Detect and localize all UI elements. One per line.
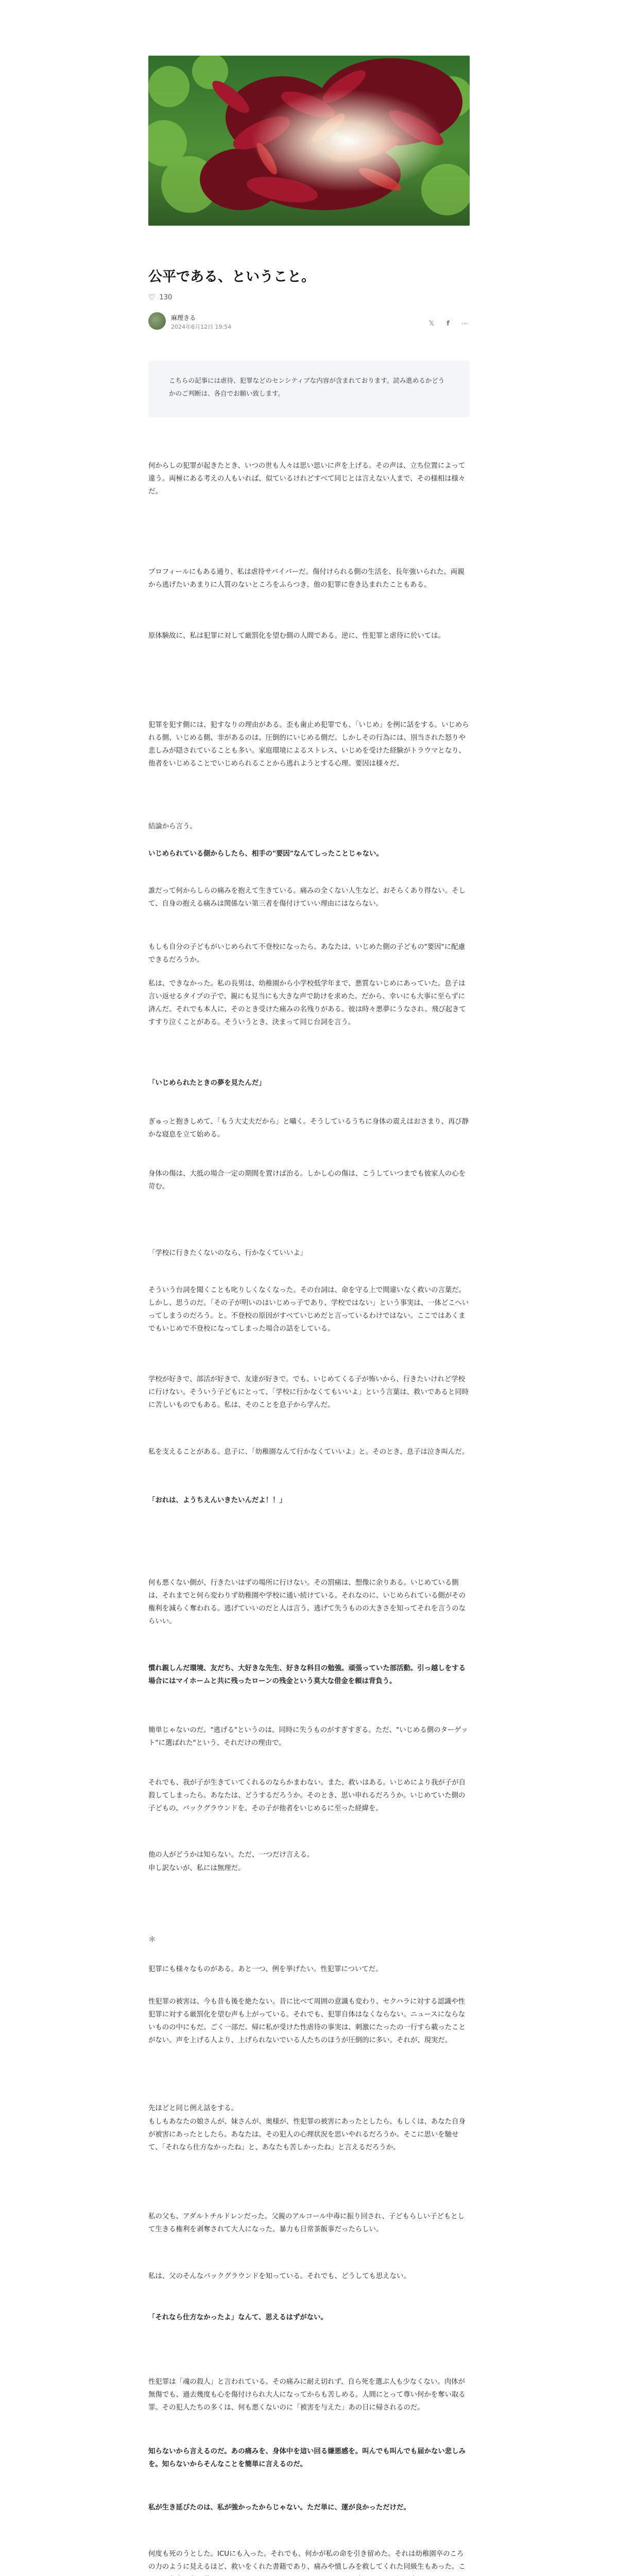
paragraph: 私は、父のそんなバックグラウンドを知っている。それでも、どうしても思えない。: [148, 2273, 410, 2280]
paragraph: 私を支えることがある。息子に、「幼稚園なんて行かなくていいよ」と。そのとき、息子は泣き叫んだ。: [148, 1448, 469, 1456]
like-count: 130: [159, 293, 173, 301]
paragraph: 知らないから言えるのだ。あの痛みを、身体中を這い回る嫌悪感を。叫んでも叫んでも届かない悲しみを。知らないからそんなことを簡単に言えるのだ。: [148, 2448, 466, 2468]
paragraph: 「学校に行きたくないのなら、行かなくていいよ」: [148, 1249, 307, 1257]
paragraph: 何も悪くない側が、行きたいはずの場所に行けない。その罰痛は、想像に余りある。いじめている側は、それまでと何ら変わりず幼稚園や学校に通い続けている。それなのに、いじめられている側がその権利を減らく奪われる。逃げていいのだと人は言う。逃げて失うものの大きさを知ってそれを言うのならいい。: [148, 1579, 466, 1625]
paragraph: 私が生き延びたのは、私が強かったからじゃない。ただ単に、運が良かっただけだ。: [148, 2504, 410, 2512]
paragraph: 「おれは、ようちえんいきたいんだよ！！」: [148, 1497, 286, 1504]
paragraph: 身体の傷は、大抵の場合一定の期間を置けば治る。しかし心の傷は、こうしていつまでも彼家人の心を苛む。: [148, 1170, 466, 1191]
facebook-share-icon[interactable]: f: [447, 319, 450, 328]
paragraph: そういう台詞を聞くことも叱りしくなくなった。その台詞は、命を守る上で間違いなく救いの言葉だ。しかし、思うのだ。「その子が明いのはいじめっ子であり、学校ではない」という事実は、一体どこへいってしまうのだろう。と。不登校の原因がすべていじめだと言っているわけではない。ここではあくまでもいじめで不登校になってしまった場合の話をしている。: [148, 1286, 469, 1333]
article-title: 公平である、ということ。: [148, 269, 315, 285]
paragraph: 慣れ親しんだ環境、友だち、大好きな先生、好きな科目の勉強。頑張っていた部活動。引っ越しをする場合にはマイホームと共に残ったローンの残金という莫大な借金を頼は背負う。: [148, 1665, 466, 1685]
share-buttons: [426, 318, 470, 329]
paragraph: もしもあなたの娘さんが、妹さんが、奥様が、性犯罪の被害にあったとしたら。もしくは、あなた自身が被害にあったとしたら。あなたは、その犯人の心理状況を思いやれるだろうか。そこに思いを馳せて、「それなら仕方なかったね」と、あなたも苦しかったね」と言えるだろうか。: [148, 2118, 466, 2151]
paragraph: 「それなら仕方なかったよ」なんて、思えるはずがない。: [148, 2314, 328, 2321]
paragraph: 何度も死のうとした。ICUにも入った。それでも、何かが私の命を引き留めた。それは幼稚園卒のころの力のように見えるほど、救いをくれた書籍であり、痛みや憤しみを救してくれた同級生もあった。こ: [148, 2550, 466, 2571]
paragraph: 先ほどと同じ例え話をする。: [148, 2105, 238, 2112]
paragraph: もしも自分の子どもがいじめられて不登校になったら。あなたは、いじめた側の子どもの"要因"に配慮できるだろうか。: [148, 943, 465, 964]
paragraph: 私は、できなかった。私の長男は、幼稚園から小学校低学年まで、悪質ないじめにあっていた。息子は言い返せるタイプの子で、親にも見当にも大きな声で助けを求めた。だから、幸いにも大事に至らずに済んだ。それでも本人に、そのとき受けた痛みの名残りがある。彼は時々悪夢にうなされ、飛び起きてすすり泣くことがある。そういうとき、決まって同じ台詞を言う。: [148, 980, 466, 1026]
paragraph: 何からしの犯罪が起きたとき、いつの世も人々は思い思いに声を上げる。その声は、立ち位置によって違う。両極にある考えの人もいれば、似ているけれどすべて同じとは言えない人まで、その様相は様々だ。: [148, 462, 466, 496]
paragraph: 簡単じゃないのだ。"逃げる"というのは。同時に失うものがすぎすぎる。ただ、"いじめる側のターゲット"に選ばれた"という、それだけの理由で。: [148, 1726, 468, 1747]
paragraph: それでも、我が子が生きていてくれるのならかまわない。また、救いはある。いじめにより我が子が自殺してしまったら。あなたは、どうするだろうか。そのとき、思い申れるだろうか。いじめていた側の子どもの、バックグラウンドを。その子が他者をいじめるに至った経緯を。: [148, 1779, 466, 1812]
heart-icon[interactable]: ♡: [148, 293, 156, 302]
paragraph: 申し訳ないが、私には無理だ。: [148, 1865, 245, 1872]
paragraph: 誰だって何からしらの痛みを抱えて生きている。痛みの全くない人生など、おそらくあり得ない。そして、自身の抱える痛みは関係ない第三者を傷付けていい理由にはならない。: [148, 887, 466, 908]
x-share-icon[interactable]: 𝕏: [428, 319, 435, 328]
avatar[interactable]: [148, 312, 166, 330]
paragraph: 性犯罪の被害は、今も昔も後を絶たない。昔に比べて周囲の意識も変わり、セクハラに対する認識や性犯罪に対する厳罰化を望む声も上がっている。それでも、犯罪自体はなくならない。ニュースにならないものの中にもだ。ごく一部だ。帰に私が受けた性虐待の事実は、刺激にたったの一行すら載ったことがない。声を上げる人より、上げられないでいる人たちのほうが圧倒的に多い。それが、現実だ。: [148, 1998, 466, 2044]
author-name[interactable]: 麻理きる: [171, 314, 196, 321]
paragraph: ぎゅっと抱きしめて、「もう大丈夫だから」と囁く。そうしているうちに身体の震えはおさまり、再び静かな寝息を立て始める。: [148, 1118, 469, 1139]
paragraph: 学校が好きで、部活が好きで、友達が好きで。でも、いじめてくる子が怖いから、行きたいけれど学校に行けない。そういう子どもにとって、「学校に行かなくてもいいよ」という言葉は、救いであると同時に苦しいものでもある。私は、そのことを息子から学んだ。: [148, 1376, 469, 1409]
paragraph: プロフィールにもある通り、私は虐待サバイバーだ。傷付けられる側の生活を、長年強いられた。両親から逃げたいあまりに人質のないところをふらつき、他の犯罪に巻き込まれたこともある。: [148, 568, 465, 589]
paragraph: いじめられている側からしたら、相手の"要因"なんてしったことじゃない。: [148, 850, 383, 858]
section-break: ＊: [148, 1935, 157, 1944]
likes-row[interactable]: [148, 292, 470, 302]
paragraph: 他の人がどうかは知らない。ただ、一つだけ言える。: [148, 1851, 314, 1859]
paragraph: 結論から言う。: [148, 823, 197, 831]
paragraph: 原体験故に、私は犯罪に対して厳罰化を望む側の人間である。逆に、性犯罪と虐待に於いては。: [148, 632, 445, 640]
paragraph: 犯罪にも様々なものがある。あと一つ、例を挙げたい。性犯罪についてだ。: [148, 1965, 383, 1973]
author-row: [148, 311, 470, 334]
content-warning: こちらの記事には虐待、犯罪などのセンシティブな内容が含まれております。読み進めるかどうかのご判断は、各自でお願い致します。: [148, 361, 470, 417]
more-options-icon[interactable]: ⋯: [461, 319, 468, 328]
paragraph: 「いじめられたときの夢を見たんだ」: [148, 1079, 266, 1087]
paragraph: 犯罪を犯す側には、犯すなりの理由がある。歪も歯止め犯罪でも、「いじめ」を例に話をする。いじめられる側、いじめる側、非があるのは、圧倒的にいじめる側だ。しかしその行為には、別当された怒りや悲しみが隠されていることも多い。家庭環境によるストレス、いじめを受けた経験がトラウマとなり、他者をいじめることでいじめられることから逃れようとする心理。要因は様々だ。: [148, 721, 469, 768]
paragraph: 性犯罪は「魂の殺人」と言われている。その痛みに耐え切れず、自ら死を選ぶ人も少なくない。肉体が無傷でも、過去幾度も心を傷付けられ大人になってからも苦しめる。人間にとって尊い何かを奪い取る罪。その犯人たちの多くは、何も悪くないのに「被害を与えた」あの日に帰されるのだ。: [148, 2378, 466, 2412]
paragraph: 私の父も、アダルトチルドレンだった。父親のアルコール中毒に振り回され、子どもらしい子どもとして生きる権利を剥奪されて大人になった。暴力も日常茶飯事だったらしい。: [148, 2213, 465, 2233]
hero-image: [148, 56, 470, 226]
publish-date: 2024年6月12日 19:54: [171, 324, 232, 330]
